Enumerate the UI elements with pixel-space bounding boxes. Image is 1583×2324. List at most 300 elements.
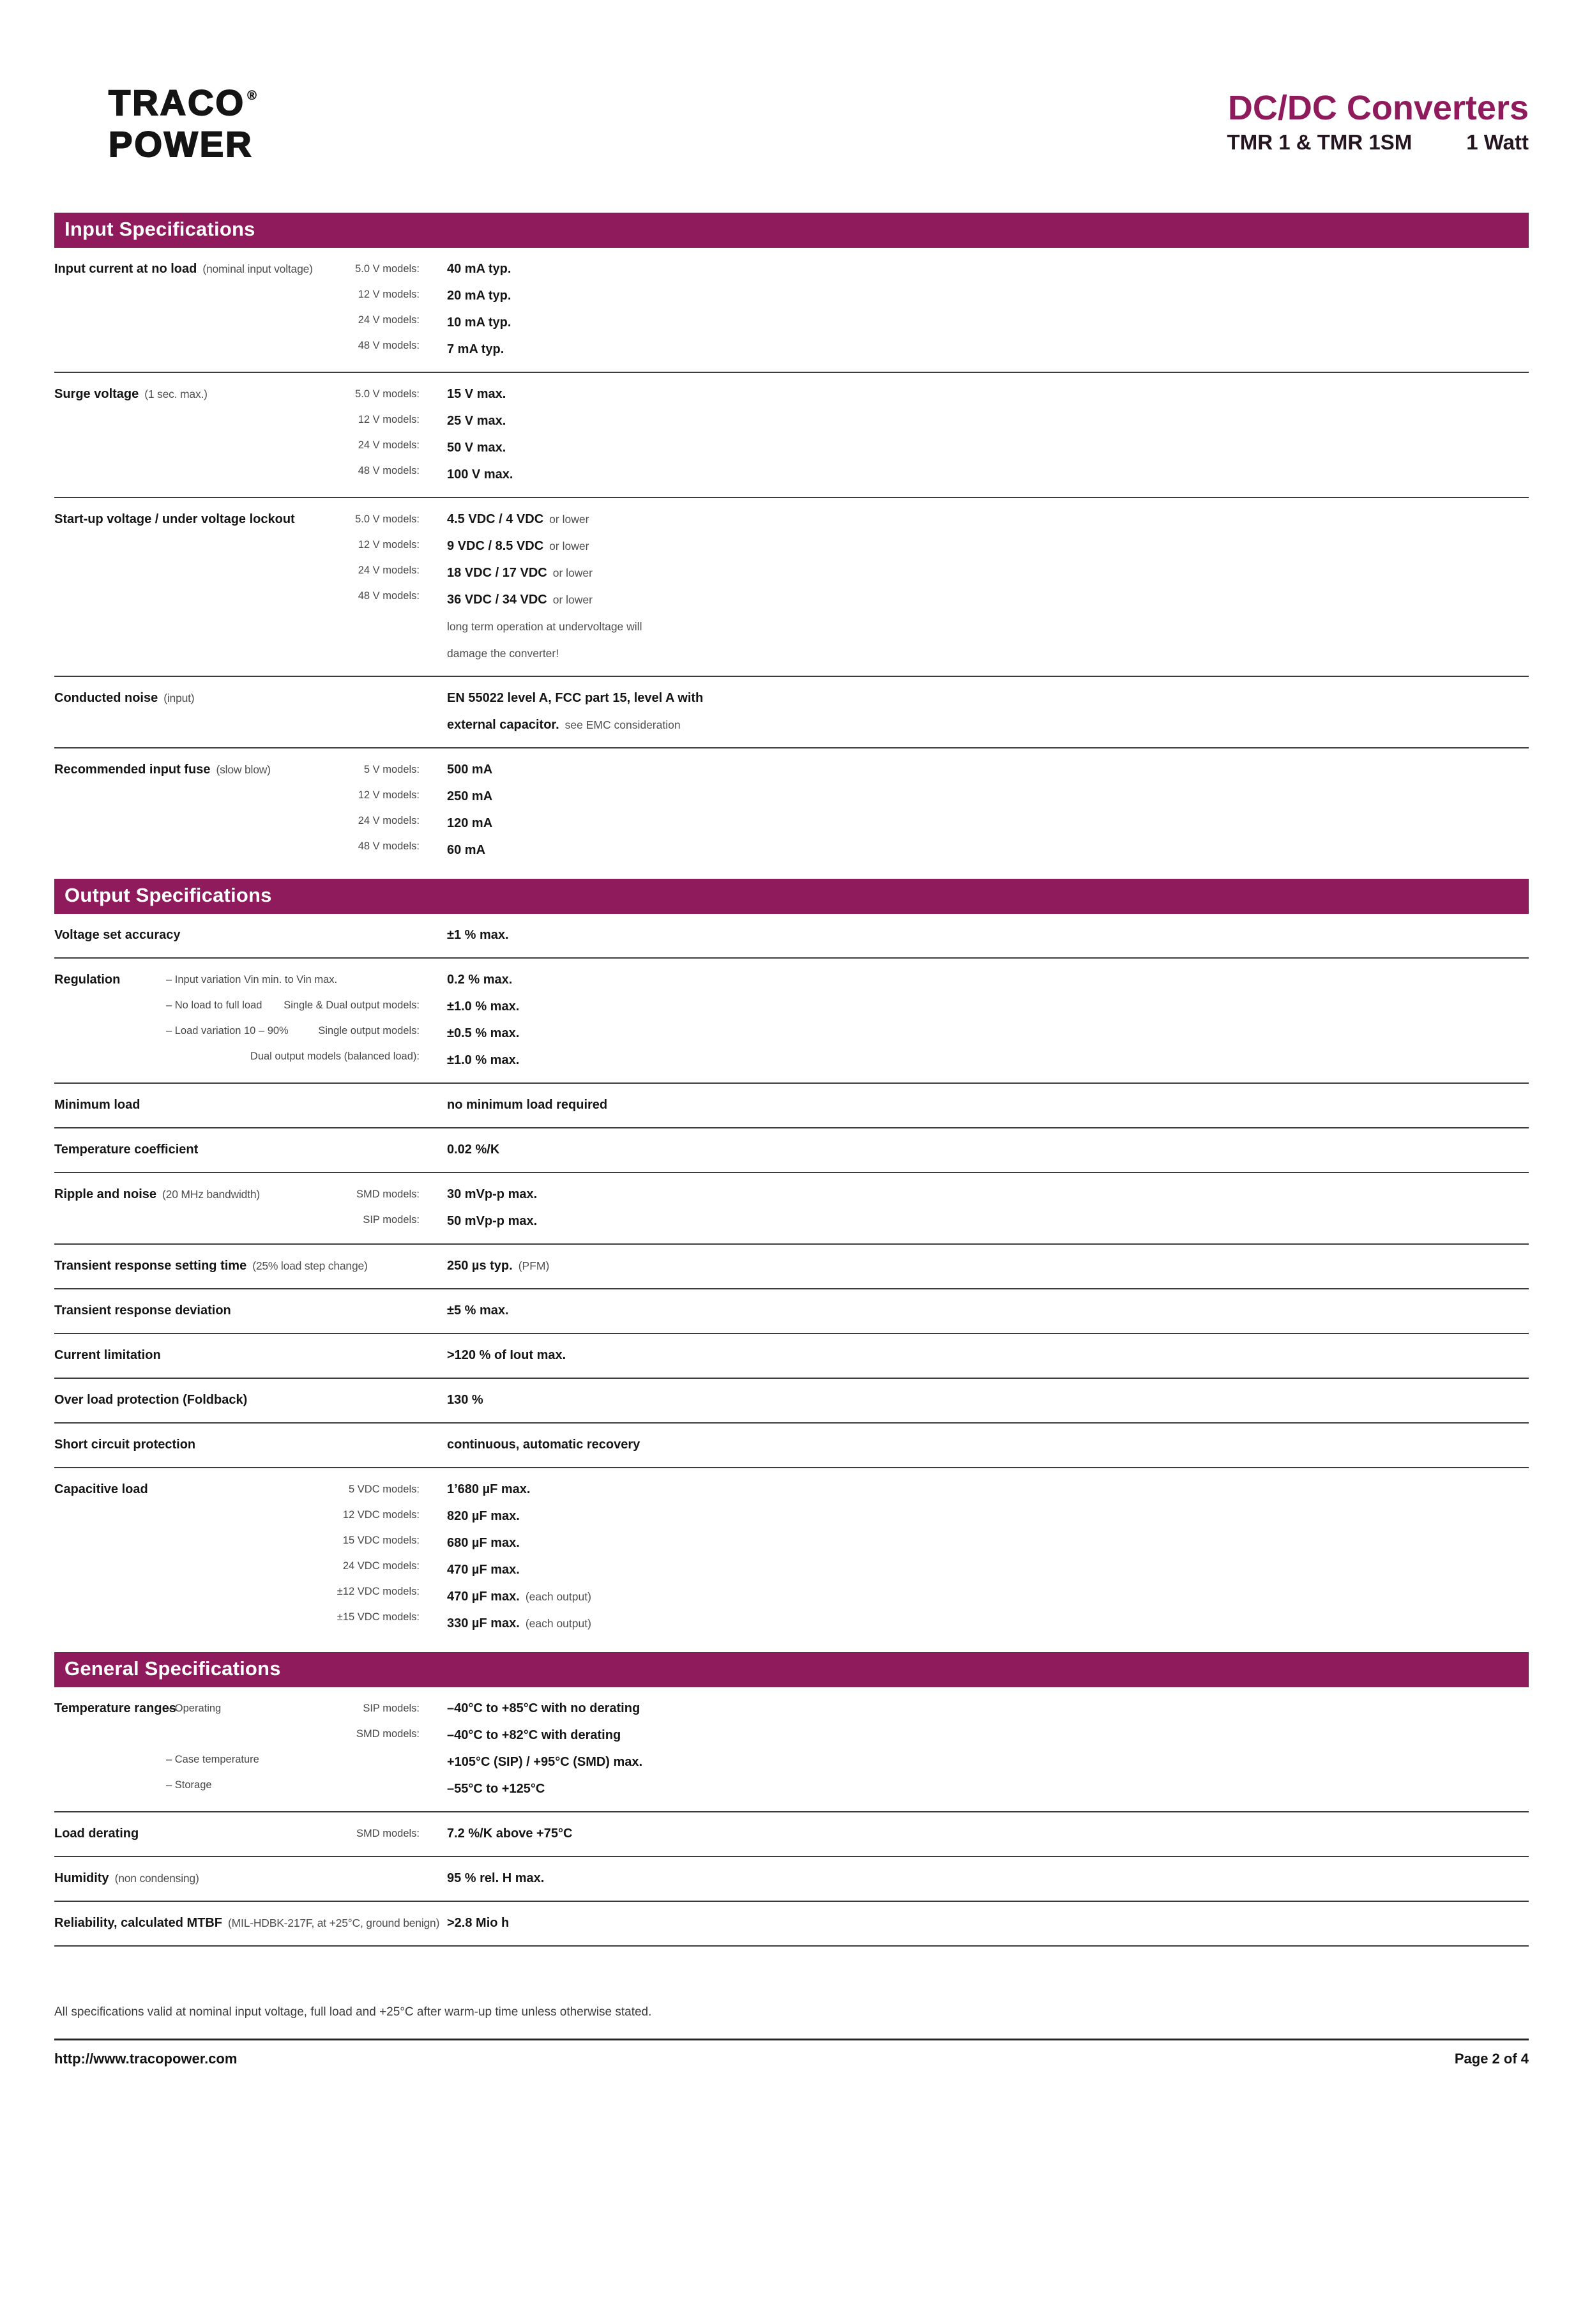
spec-value: 18 VDC / 17 VDC — [447, 566, 547, 580]
page-number: Page 2 of 4 — [1454, 2051, 1529, 2067]
spec-value-line — [447, 1208, 1529, 1235]
spec-value: 4.5 VDC / 4 VDC — [447, 512, 544, 526]
website-link[interactable]: http://www.tracopower.com — [54, 2051, 238, 2067]
spec-value-line — [447, 712, 1529, 739]
spec-row-left — [54, 1696, 447, 1803]
spec-label — [54, 685, 194, 712]
spec-value-line — [447, 1181, 1529, 1208]
spec-value-line — [447, 533, 1529, 560]
spec-value: ±0.5 % max. — [447, 1026, 520, 1040]
model-label: SMD models: — [356, 1828, 420, 1839]
model-line — [166, 583, 420, 609]
spec-label-text: Humidity — [54, 1871, 109, 1885]
spec-label — [54, 1865, 199, 1892]
spec-subcondition: – Load variation 10 – 90% — [166, 1025, 289, 1037]
model-label: 24 V models: — [358, 815, 420, 826]
spec-value-note: long term operation at undervoltage will — [447, 620, 642, 633]
spec-value: 60 mA — [447, 843, 486, 857]
spec-row-left — [54, 256, 447, 363]
spec-values — [447, 1181, 1529, 1235]
spec-value: 95 % rel. H max. — [447, 1871, 545, 1885]
model-line — [166, 1579, 420, 1604]
spec-label-text: Capacitive load — [54, 1482, 148, 1496]
model-label: 5.0 V models: — [355, 388, 420, 400]
registered-trademark-icon: ® — [247, 89, 257, 103]
spec-value-line — [447, 435, 1529, 462]
spec-label-text: Transient response setting time — [54, 1259, 247, 1273]
spec-value-note: (PFM) — [518, 1259, 550, 1272]
model-label: 24 V models: — [358, 439, 420, 451]
spec-label-text: Over load protection (Foldback) — [54, 1393, 248, 1407]
spec-label-text: Transient response deviation — [54, 1303, 231, 1318]
spec-label-text: Input current at no load — [54, 262, 197, 276]
spec-values — [447, 1342, 1529, 1369]
spec-value-note: or lower — [552, 566, 593, 579]
model-label: 24 V models: — [358, 314, 420, 326]
spec-row-left — [54, 685, 447, 739]
model-line — [166, 634, 420, 660]
spec-value: –40°C to +82°C with derating — [447, 1728, 621, 1742]
spec-value-line — [447, 1696, 1529, 1722]
spec-row — [54, 957, 1529, 1082]
spec-value-line — [447, 506, 1529, 533]
spec-row — [54, 747, 1529, 872]
spec-label — [54, 1342, 161, 1369]
spec-row-left — [54, 967, 447, 1074]
spec-label-note: (non condensing) — [114, 1872, 199, 1885]
model-line — [166, 1747, 420, 1772]
spec-label-text: Reliability, calculated MTBF — [54, 1916, 223, 1930]
spec-section-3 — [54, 1652, 1529, 1947]
spec-value: >2.8 Mio h — [447, 1916, 510, 1930]
spec-row — [54, 1127, 1529, 1172]
spec-row-left — [54, 506, 447, 667]
spec-label — [54, 256, 313, 283]
spec-subcondition: – Storage — [166, 1779, 212, 1791]
spec-label — [54, 1387, 247, 1414]
model-label: 12 V models: — [358, 289, 420, 300]
spec-value-line — [447, 1821, 1529, 1848]
spec-label-text: Ripple and noise — [54, 1187, 157, 1201]
section-banner: Input Specifications — [54, 213, 1529, 248]
spec-value-line — [447, 1749, 1529, 1776]
model-label: 12 V models: — [358, 789, 420, 801]
spec-values — [447, 922, 1529, 949]
spec-row-left — [54, 1342, 447, 1369]
spec-value-note: or lower — [549, 513, 589, 526]
spec-label-note: (25% load step change) — [252, 1259, 368, 1272]
spec-value-line — [447, 1584, 1529, 1611]
spec-label-text: Conducted noise — [54, 691, 158, 705]
model-line — [166, 1137, 420, 1162]
spec-label-note: (input) — [163, 692, 195, 704]
model-label: 24 V models: — [358, 565, 420, 576]
spec-values — [447, 685, 1529, 739]
spec-label — [54, 757, 271, 784]
spec-row — [54, 914, 1529, 957]
doc-subtitle — [1227, 130, 1529, 155]
model-label: 5.0 V models: — [355, 513, 420, 525]
spec-value-line — [447, 1722, 1529, 1749]
spec-row — [54, 1288, 1529, 1333]
spec-label-note: (20 MHz bandwidth) — [162, 1188, 261, 1201]
model-line — [166, 282, 420, 307]
spec-values — [447, 967, 1529, 1074]
spec-label — [54, 1696, 176, 1722]
spec-label-text: Surge voltage — [54, 387, 139, 401]
spec-value: 250 mA — [447, 789, 493, 803]
spec-value: 250 µs typ. — [447, 1259, 513, 1273]
spec-row-left — [54, 1181, 447, 1235]
model-label: ±12 VDC models: — [337, 1586, 420, 1597]
spec-value: 820 µF max. — [447, 1509, 520, 1523]
spec-value-note: (each output) — [525, 1590, 591, 1603]
model-label: 48 V models: — [358, 340, 420, 351]
model-label: SIP models: — [363, 1214, 420, 1226]
model-line — [166, 967, 420, 992]
spec-value-line — [447, 408, 1529, 435]
spec-value-line — [447, 1342, 1529, 1369]
spec-sections — [54, 213, 1529, 1947]
spec-label — [54, 1092, 140, 1119]
spec-label-text: Temperature coefficient — [54, 1143, 199, 1157]
model-line — [166, 922, 420, 948]
spec-row — [54, 497, 1529, 676]
footnote: All specifications valid at nominal input voltage, full load and +25°C after warm-up time unless otherwise stated. — [54, 2005, 652, 2019]
spec-value-line — [447, 256, 1529, 283]
spec-value-line — [447, 1557, 1529, 1584]
spec-value: 470 µF max. — [447, 1563, 520, 1577]
spec-value-line — [447, 310, 1529, 337]
spec-label — [54, 1253, 368, 1280]
model-line — [166, 1502, 420, 1528]
spec-value-line — [447, 1021, 1529, 1047]
spec-value: 7 mA typ. — [447, 342, 504, 356]
spec-values — [447, 1092, 1529, 1119]
spec-value: ±1.0 % max. — [447, 999, 520, 1014]
spec-values — [447, 381, 1529, 489]
model-line — [166, 992, 420, 1018]
model-line — [166, 711, 420, 736]
spec-row — [54, 372, 1529, 497]
spec-value: 50 V max. — [447, 441, 506, 455]
model-line — [166, 609, 420, 634]
spec-value-line — [447, 1503, 1529, 1530]
spec-label — [54, 1477, 148, 1503]
spec-row-left — [54, 1387, 447, 1414]
model-line — [166, 1207, 420, 1233]
spec-value: 25 V max. — [447, 414, 506, 428]
spec-row — [54, 676, 1529, 747]
model-line — [166, 333, 420, 358]
spec-value-line — [447, 381, 1529, 408]
spec-row-left — [54, 1298, 447, 1325]
spec-value-line — [447, 685, 1529, 712]
spec-value-note: see EMC consideration — [564, 718, 681, 731]
model-line — [166, 1821, 420, 1846]
model-line — [166, 558, 420, 583]
model-line — [166, 1772, 420, 1798]
model-line — [166, 1432, 420, 1457]
spec-row — [54, 1901, 1529, 1947]
spec-label — [54, 1298, 231, 1325]
spec-value: 130 % — [447, 1393, 483, 1407]
model-line — [166, 407, 420, 432]
footer-divider — [54, 2039, 1529, 2040]
spec-values — [447, 1253, 1529, 1280]
model-label: 48 V models: — [358, 465, 420, 476]
spec-label-text: Current limitation — [54, 1348, 161, 1362]
document-titles — [1227, 90, 1529, 155]
spec-values — [447, 1432, 1529, 1459]
model-label: SIP models: — [363, 1703, 420, 1714]
spec-value-line — [447, 1910, 1529, 1937]
spec-label-text: Regulation — [54, 973, 121, 987]
spec-value-line — [447, 1298, 1529, 1325]
spec-values — [447, 1696, 1529, 1803]
model-label: 5 V models: — [363, 764, 420, 775]
doc-subtitle-model: TMR 1 & TMR 1SM — [1227, 130, 1413, 154]
spec-label — [54, 1910, 439, 1937]
model-line — [166, 685, 420, 711]
spec-row — [54, 1687, 1529, 1811]
section-banner: Output Specifications — [54, 879, 1529, 914]
spec-row — [54, 1172, 1529, 1243]
spec-value-line — [447, 784, 1529, 810]
model-label: Dual output models (balanced load): — [250, 1051, 420, 1062]
model-line — [166, 1696, 420, 1721]
spec-values — [447, 506, 1529, 667]
spec-values — [447, 1865, 1529, 1892]
spec-row — [54, 1378, 1529, 1422]
spec-values — [447, 1910, 1529, 1937]
spec-value-line — [447, 1387, 1529, 1414]
spec-value: ±1.0 % max. — [447, 1053, 520, 1067]
spec-value-line — [447, 1477, 1529, 1503]
spec-value: 30 mVp-p max. — [447, 1187, 538, 1201]
model-label: Single & Dual output models: — [284, 999, 420, 1011]
spec-row — [54, 1422, 1529, 1467]
spec-values — [447, 1387, 1529, 1414]
spec-value: external capacitor. — [447, 718, 559, 732]
spec-label-text: Temperature ranges — [54, 1701, 176, 1715]
spec-value: ±5 % max. — [447, 1303, 509, 1318]
spec-label — [54, 1137, 198, 1164]
spec-values — [447, 256, 1529, 363]
spec-values — [447, 1821, 1529, 1848]
spec-value: no minimum load required — [447, 1098, 608, 1112]
spec-value-line — [447, 641, 1529, 667]
model-line — [166, 1553, 420, 1579]
spec-row — [54, 1467, 1529, 1646]
spec-value-line — [447, 922, 1529, 949]
spec-value-line — [447, 757, 1529, 784]
spec-row — [54, 248, 1529, 372]
spec-value-line — [447, 614, 1529, 641]
spec-row-left — [54, 922, 447, 949]
spec-label — [54, 1181, 260, 1208]
spec-label-text: Short circuit protection — [54, 1438, 196, 1452]
model-line — [166, 1865, 420, 1891]
spec-label — [54, 381, 208, 408]
spec-value: 500 mA — [447, 763, 493, 777]
spec-value: 330 µF max. — [447, 1616, 520, 1630]
spec-value: 9 VDC / 8.5 VDC — [447, 539, 544, 553]
model-label: 5 VDC models: — [349, 1484, 420, 1495]
spec-value-line — [447, 1530, 1529, 1557]
spec-value-line — [447, 462, 1529, 489]
spec-label-text: Load derating — [54, 1827, 139, 1841]
spec-value-line — [447, 1253, 1529, 1280]
doc-subtitle-wattage: 1 Watt — [1466, 130, 1529, 154]
spec-label-note: (MIL-HDBK-217F, at +25°C, ground benign) — [228, 1917, 440, 1929]
spec-label-text: Start-up voltage / under voltage lockout — [54, 512, 295, 526]
spec-section-1 — [54, 213, 1529, 872]
logo-line-traco — [109, 82, 257, 128]
spec-row-left — [54, 1253, 447, 1280]
spec-label-text: Recommended input fuse — [54, 763, 211, 777]
spec-value: 36 VDC / 34 VDC — [447, 593, 547, 607]
spec-value-line — [447, 837, 1529, 864]
model-label: SMD models: — [356, 1728, 420, 1740]
spec-value: 15 V max. — [447, 387, 506, 401]
spec-value-line — [447, 994, 1529, 1021]
logo-text-traco: TRACO — [109, 82, 246, 123]
traco-power-logo — [109, 82, 257, 164]
spec-value: –40°C to +85°C with no derating — [447, 1701, 640, 1715]
spec-value: EN 55022 level A, FCC part 15, level A with — [447, 691, 704, 705]
spec-subcondition: – Input variation Vin min. to Vin max. — [166, 974, 338, 985]
spec-value-note: damage the converter! — [447, 647, 559, 660]
spec-value-line — [447, 1137, 1529, 1164]
spec-row-left — [54, 1092, 447, 1119]
spec-label-text: Voltage set accuracy — [54, 928, 181, 942]
model-label: 12 V models: — [358, 414, 420, 425]
page-footer — [54, 2051, 1529, 2067]
spec-row — [54, 1082, 1529, 1127]
spec-row — [54, 1333, 1529, 1378]
spec-value-note: or lower — [549, 540, 589, 552]
spec-values — [447, 757, 1529, 864]
spec-value: 1’680 µF max. — [447, 1482, 531, 1496]
spec-value-line — [447, 1776, 1529, 1803]
spec-value: 100 V max. — [447, 467, 513, 482]
spec-label-note: (slow blow) — [216, 763, 271, 776]
model-label: Single output models: — [318, 1025, 420, 1037]
spec-row-left — [54, 1137, 447, 1164]
spec-label — [54, 506, 295, 533]
spec-value-line — [447, 283, 1529, 310]
spec-value: –55°C to +125°C — [447, 1782, 545, 1796]
spec-value: 120 mA — [447, 816, 493, 830]
spec-value-note: or lower — [552, 593, 593, 606]
model-line — [166, 833, 420, 859]
spec-row — [54, 1856, 1529, 1901]
model-line — [166, 1721, 420, 1747]
spec-value: +105°C (SIP) / +95°C (SMD) max. — [447, 1755, 643, 1769]
spec-value: 0.02 %/K — [447, 1143, 500, 1157]
model-line — [166, 1092, 420, 1118]
spec-value: 40 mA typ. — [447, 262, 511, 276]
spec-value-line — [447, 1865, 1529, 1892]
spec-row — [54, 1811, 1529, 1856]
model-line — [166, 458, 420, 483]
spec-row-left — [54, 1432, 447, 1459]
spec-label — [54, 1432, 195, 1459]
spec-label-note: (1 sec. max.) — [144, 388, 208, 400]
spec-label-text: Minimum load — [54, 1098, 140, 1112]
spec-value: >120 % of Iout max. — [447, 1348, 566, 1362]
spec-value: 10 mA typ. — [447, 315, 511, 330]
model-line — [166, 1018, 420, 1044]
spec-value: 680 µF max. — [447, 1536, 520, 1550]
model-label: 12 V models: — [358, 539, 420, 551]
model-label: 48 V models: — [358, 840, 420, 852]
spec-values — [447, 1298, 1529, 1325]
spec-section-2 — [54, 879, 1529, 1646]
spec-row-left — [54, 1865, 447, 1892]
page-header — [54, 82, 1529, 164]
spec-row — [54, 1243, 1529, 1288]
spec-value: 470 µF max. — [447, 1590, 520, 1604]
model-line — [166, 1044, 420, 1069]
model-line — [166, 532, 420, 558]
spec-subcondition: – Operating — [166, 1703, 222, 1714]
model-line — [166, 1604, 420, 1630]
spec-values — [447, 1477, 1529, 1637]
spec-value-line — [447, 1611, 1529, 1637]
model-label: 48 V models: — [358, 590, 420, 602]
spec-value: 0.2 % max. — [447, 973, 513, 987]
spec-row-left — [54, 1821, 447, 1848]
spec-values — [447, 1137, 1529, 1164]
spec-value: 7.2 %/K above +75°C — [447, 1827, 573, 1841]
model-line — [166, 808, 420, 833]
model-line — [166, 782, 420, 808]
model-label: 5.0 V models: — [355, 263, 420, 275]
spec-value: continuous, automatic recovery — [447, 1438, 640, 1452]
model-label: 24 VDC models: — [342, 1560, 420, 1572]
spec-value-line — [447, 967, 1529, 994]
spec-value: 20 mA typ. — [447, 289, 511, 303]
spec-subcondition: – Case temperature — [166, 1754, 259, 1765]
spec-value-line — [447, 1092, 1529, 1119]
model-label: ±15 VDC models: — [337, 1611, 420, 1623]
doc-title: DC/DC Converters — [1227, 89, 1529, 127]
model-line — [166, 1528, 420, 1553]
spec-label-note: (nominal input voltage) — [202, 262, 313, 275]
spec-value-line — [447, 1047, 1529, 1074]
spec-label — [54, 1821, 139, 1848]
model-label: 12 VDC models: — [342, 1509, 420, 1521]
spec-row-left — [54, 1477, 447, 1637]
model-label: SMD models: — [356, 1189, 420, 1200]
model-line — [166, 1477, 420, 1502]
spec-value: 50 mVp-p max. — [447, 1214, 538, 1228]
model-line — [166, 307, 420, 333]
spec-value-line — [447, 810, 1529, 837]
spec-label — [54, 922, 181, 949]
datasheet-page — [0, 82, 1583, 2067]
logo-text-power: POWER — [109, 124, 254, 164]
model-label: 15 VDC models: — [342, 1535, 420, 1546]
spec-value-line — [447, 587, 1529, 614]
spec-value-line — [447, 337, 1529, 363]
spec-value-note: (each output) — [525, 1617, 591, 1630]
spec-label — [54, 967, 120, 994]
spec-value: ±1 % max. — [447, 928, 509, 942]
spec-value-line — [447, 560, 1529, 587]
